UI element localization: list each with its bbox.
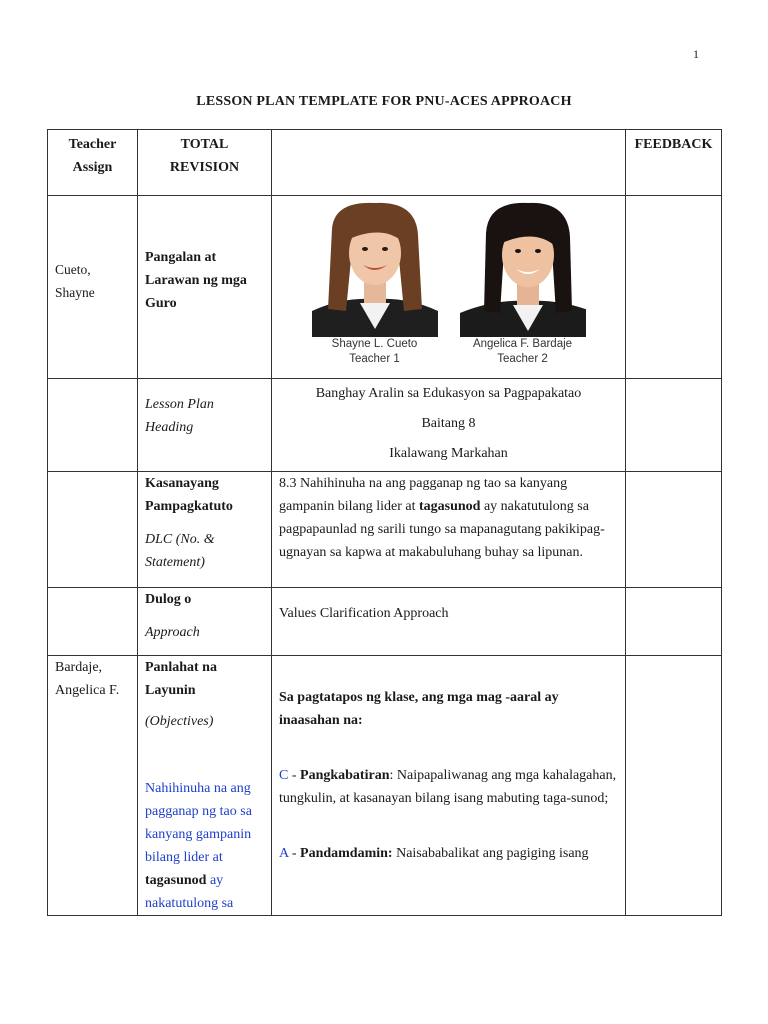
objective-c-label: Pangkabatiran xyxy=(300,768,390,783)
feedback-approach xyxy=(626,588,722,656)
objective-a-letter: A xyxy=(279,846,289,861)
feedback-competency xyxy=(626,472,722,588)
document-title: LESSON PLAN TEMPLATE FOR PNU-ACES APPROACH xyxy=(196,94,572,109)
objective-a-text: Naisababalikat ang pagiging isang xyxy=(392,846,589,861)
approach-row xyxy=(48,588,722,656)
objectives-blue-after: ay nakatutulong sa xyxy=(145,873,234,911)
approach-value: Values Clarification Approach xyxy=(272,588,626,656)
page-number: 1 xyxy=(693,47,699,61)
teachers-row xyxy=(48,196,722,379)
objectives-row xyxy=(48,656,722,916)
competency-sublabel: DLC (No. & Statement) xyxy=(145,532,215,570)
objectives-intro: Sa pagtatapos ng klase, ang mga mag -aaral ay inaasahan na: xyxy=(279,690,559,728)
competency-text-bold: tagasunod xyxy=(418,499,481,514)
objectives-label-cell xyxy=(138,656,272,916)
objectives-label: Panlahat na Layunin xyxy=(145,660,217,698)
heading-content xyxy=(272,379,626,472)
teacher-photos-cell xyxy=(272,196,626,379)
objectives-content xyxy=(272,656,626,916)
heading-line-grade: Baitang 8 xyxy=(421,416,476,431)
teacher-assign-cueto: Cueto, Shayne xyxy=(48,196,138,379)
competency-label-cell xyxy=(138,472,272,588)
teacher2-photo xyxy=(460,199,586,337)
objectives-sublabel: (Objectives) xyxy=(145,714,214,729)
heading-row xyxy=(48,379,722,472)
teacher2-role: Teacher 2 xyxy=(497,353,548,365)
teacher1-photo xyxy=(312,199,438,337)
teacher1-card xyxy=(312,199,438,367)
teacher2-name: Angelica F. Bardaje xyxy=(472,338,573,350)
assign-competency xyxy=(48,472,138,588)
header-row xyxy=(48,130,722,196)
objective-c-text: : Naipapaliwanag ang mga kahalagahan, tungkulin, at kasanayan bilang isang mabuting taga-sunod; xyxy=(279,768,617,806)
heading-line-subject: Banghay Aralin sa Edukasyon sa Pagpapakatao xyxy=(315,386,582,401)
heading-line-quarter: Ikalawang Markahan xyxy=(389,446,508,461)
objective-c-letter: C xyxy=(279,768,289,783)
objectives-blue-before: Nahihinuha na ang pagganap ng tao sa kanyang gampanin bilang lider at xyxy=(145,781,252,865)
assign-approach xyxy=(48,588,138,656)
lesson-plan-table xyxy=(47,129,722,916)
heading-label: Lesson Plan Heading xyxy=(138,379,272,472)
competency-label: Kasanayang Pampagkatuto xyxy=(145,476,233,514)
header-blank xyxy=(272,130,626,196)
objectives-blue-bold: tagasunod xyxy=(145,873,207,888)
teachers-label: Pangalan at Larawan ng mga Guro xyxy=(138,196,272,379)
feedback-heading xyxy=(626,379,722,472)
assign-heading xyxy=(48,379,138,472)
competency-text-before: 8.3 Nahihinuha na ang pagganap ng tao sa kanyang gampanin bilang lider at xyxy=(279,476,568,514)
teacher1-role: Teacher 1 xyxy=(349,353,400,365)
competency-text xyxy=(272,472,626,588)
objectives-blue-text xyxy=(145,777,264,915)
header-teacher-assign: Teacher Assign xyxy=(48,130,138,196)
approach-label-cell xyxy=(138,588,272,656)
competency-row xyxy=(48,472,722,588)
teacher-assign-bardaje: Bardaje, Angelica F. xyxy=(48,656,138,916)
approach-sublabel: Approach xyxy=(145,625,200,640)
feedback-objectives xyxy=(626,656,722,916)
teacher2-card xyxy=(460,199,586,367)
objective-affective: A - Pandamdamin: Naisababalikat ang pagiging isang xyxy=(279,846,589,861)
feedback-teachers xyxy=(626,196,722,379)
approach-label: Dulog o xyxy=(145,592,192,607)
header-feedback: FEEDBACK xyxy=(626,130,722,196)
competency-text-after: ay nakatutulong sa pagpapaunlad ng sarili tungo sa mapanagutang pakikipag-ugnayan sa kapwa at makabuluhang buhay sa lipunan. xyxy=(279,499,605,560)
teacher1-name: Shayne L. Cueto xyxy=(331,338,418,350)
objective-cognitive: C - Pangkabatiran: Naipapaliwanag ang mga kahalagahan, tungkulin, at kasanayan bilang isang mabuting taga-sunod; xyxy=(279,768,617,806)
objective-a-label: Pandamdamin: xyxy=(300,846,393,861)
header-total-revision: TOTAL REVISION xyxy=(138,130,272,196)
